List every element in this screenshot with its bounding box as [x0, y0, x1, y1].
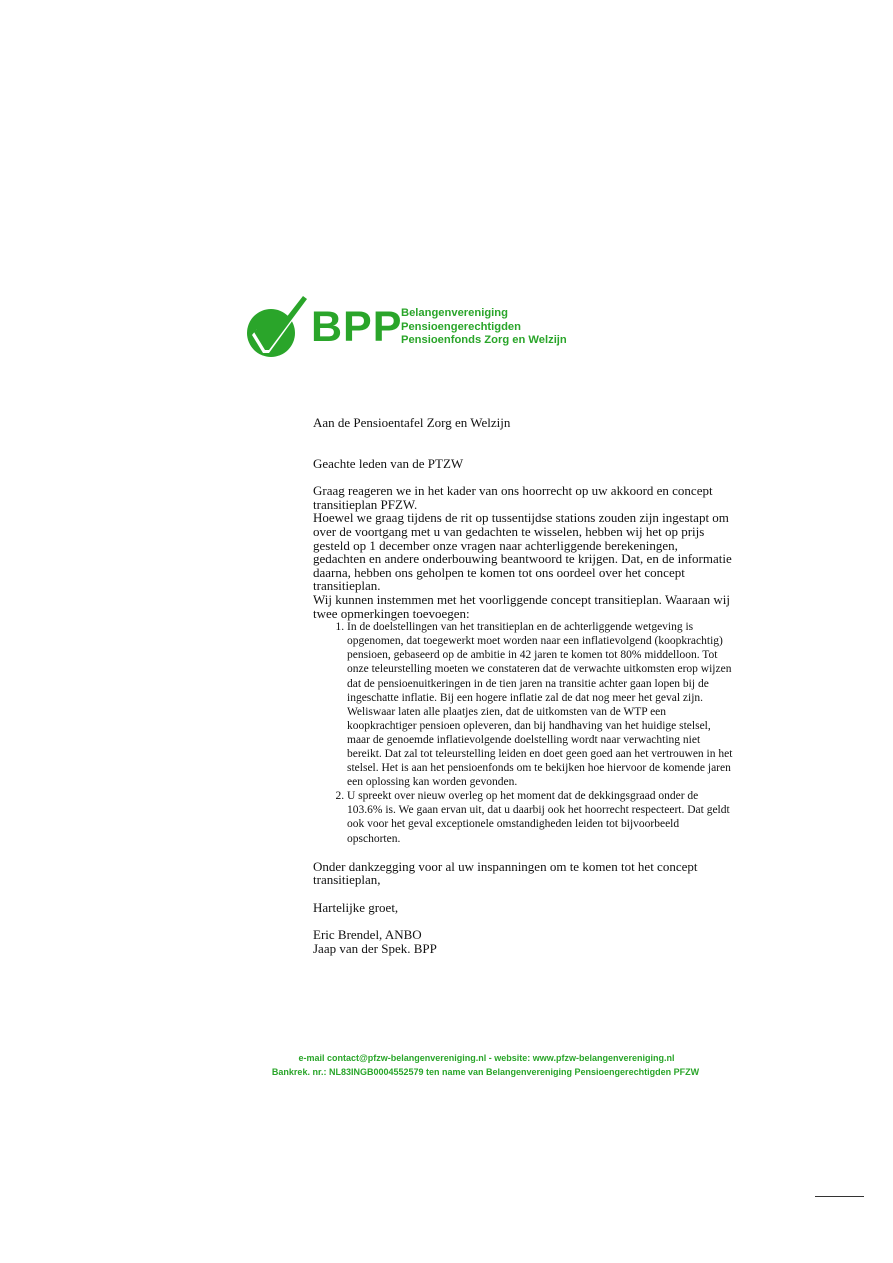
logo-text: BPP: [311, 303, 403, 351]
list-item: 1. In de doelstellingen van het transitieplan en de achterliggende wetgeving is opgenomen, dat toegewerkt moet worden naar een inflatievolgend (koopkrachtig) pensioen, gebaseerd op de ambitie in 42 jaren te komen tot 80% middelloon. Tot onze teleurstelling moeten we constateren dat de verwachte uitkomsten erop wijzen dat de pensioenuitkeringen in de tien jaren na transitie achter gaan lopen bij de ingeschatte inflatie. Bij een hogere inflatie zal de dat nog meer het geval zijn. Weliswaar laten alle plaatjes zien, dat de uitkomsten van de WTP een koopkrachtiger pensioen opleveren, dan bij handhaving van het huidige stelsel, maar de genoemde inflatievolgende doelstelling wordt naar verwachting niet bereikt. Dat zal tot teleurstelling leiden en doet geen goed aan het vertrouwen in het stelsel. Het is aan het pensioenfonds om te bekijken hoe hiervoor de komende jaren een oplossing kan worden gevonden.: [347, 620, 733, 789]
checkmark-logo-icon: [246, 295, 308, 361]
org-name-line: Pensioengerechtigden: [401, 320, 521, 333]
org-name-line: Pensioenfonds Zorg en Welzijn: [401, 334, 567, 346]
page-divider: [815, 1196, 864, 1197]
bpp-logo: [246, 295, 566, 361]
footer-bank: Bankrek. nr.: NL83INGB0004552579 ten name van Belangenvereniging Pensioengerechtigden PFZW: [271, 1067, 700, 1077]
signatory: Jaap van der Spek. BPP: [313, 941, 437, 956]
addressee: Aan de Pensioentafel Zorg en Welzijn: [313, 415, 511, 430]
salutation: Geachte leden van de PTZW: [313, 455, 464, 471]
closing-line: Onder dankzegging voor al uw inspanningen om te komen tot het concept transitieplan,: [313, 858, 698, 888]
paragraph: Wij kunnen instemmen met het voorliggende concept transitieplan. Waaraan wij twee opmerkingen toevoegen:: [313, 591, 730, 621]
paragraph: Hoewel we graag tijdens de rit op tussentijdse stations zouden zijn ingestapt om over de voortgang met u van gedachten te wisselen, hebben wij het op prijs gesteld op 1 december onze vragen naar achterliggende berekeningen, gedachten en andere onderbouwing beantwoord te krijgen. Dat, en de informatie daarna, hebben ons geholpen te komen tot ons oordeel over het concept transitieplan.: [313, 510, 732, 594]
footer: [0, 1051, 893, 1079]
organization-name: [401, 307, 567, 348]
org-name-line: Belangenvereniging: [401, 307, 508, 319]
letter-body: [313, 416, 733, 956]
signatory: Eric Brendel, ANBO: [313, 927, 422, 943]
remarks-list: [313, 620, 733, 846]
list-item: 2. U spreekt over nieuw overleg op het moment dat de dekkingsgraad onder de 103.6% is. We gaan ervan uit, dat u daarbij ook het hoorrecht respecteert. Dat geldt ook voor het geval exceptionele omstandigheden leiden tot bijvoorbeeld opschorten.: [347, 789, 733, 845]
footer-contact: e-mail contact@pfzw-belangenvereniging.nl - website: www.pfzw-belangenvereniging.nl: [298, 1053, 675, 1063]
regards: Hartelijke groet,: [313, 899, 399, 915]
paragraph: Graag reageren we in het kader van ons hoorrecht op uw akkoord en concept transitieplan PFZW.: [313, 483, 713, 512]
